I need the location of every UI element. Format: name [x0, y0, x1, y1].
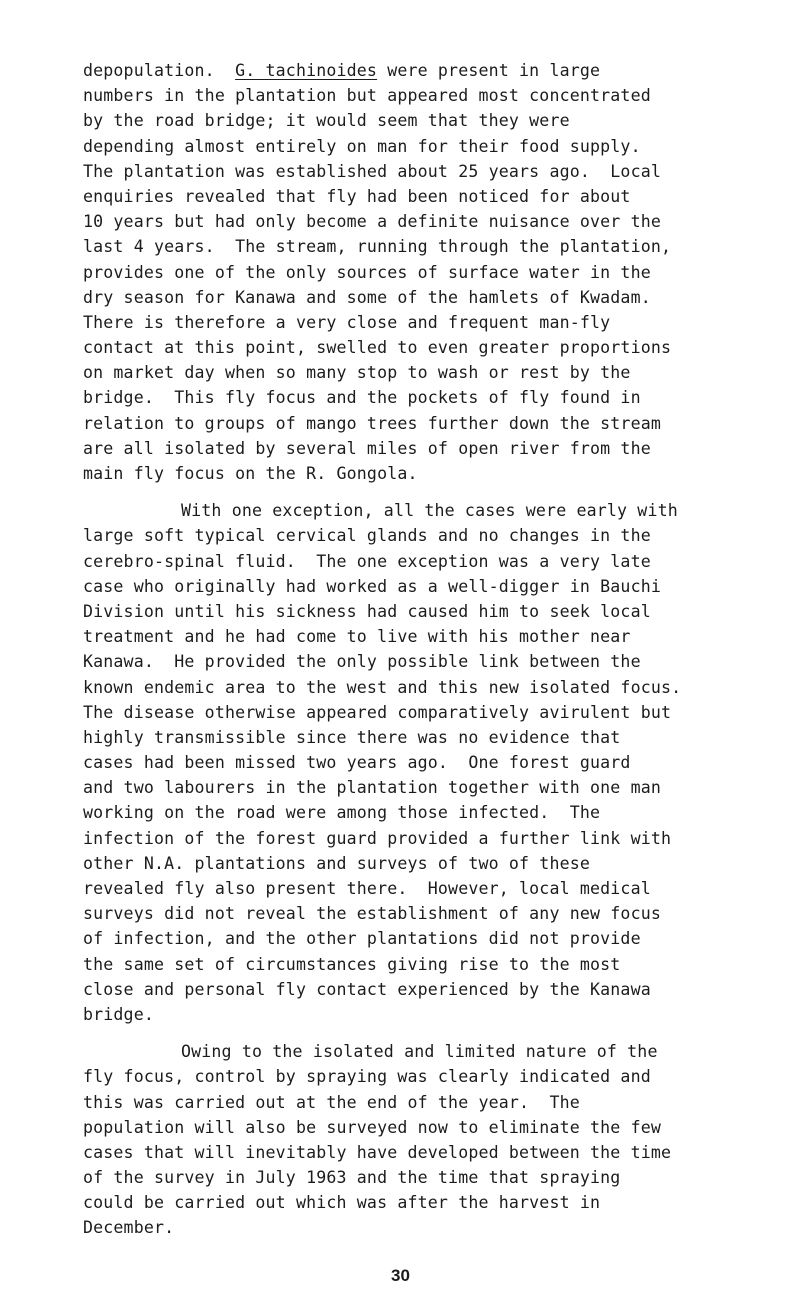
text-line: population will also be surveyed now to eliminate the few: [83, 1117, 661, 1137]
text-line: main fly focus on the R. Gongola.: [83, 464, 418, 483]
text-line: bridge.: [83, 1004, 154, 1024]
text-span: depopulation.: [83, 61, 236, 80]
text-line: are all isolated by several miles of open river from the: [83, 438, 651, 458]
text-line: The plantation was established about 25 years ago. Local: [83, 161, 661, 181]
text-line: by the road bridge; it would seem that they were: [83, 111, 570, 131]
text-line: depending almost entirely on man for their food supply.: [83, 136, 641, 156]
text-line: There is therefore a very close and frequent man-fly: [83, 312, 611, 332]
text-line: enquiries revealed that fly had been noticed for about: [83, 186, 631, 206]
paragraph-fly-focus: [83, 58, 733, 486]
text-line: dry season for Kanawa and some of the hamlets of Kwadam.: [83, 287, 651, 307]
text-line: cases had been missed two years ago. One forest guard: [83, 753, 631, 773]
text-line: last 4 years. The stream, running through the plantation,: [83, 237, 672, 257]
text-line: provides one of the only sources of surface water in the: [83, 262, 651, 282]
text-line: revealed fly also present there. However, local medical: [83, 879, 651, 898]
text-line: bridge. This fly focus and the pockets of fly found in: [83, 388, 641, 408]
species-name: G. tachinoides: [235, 61, 378, 80]
text-line: 10 years but had only become a definite nuisance over the: [83, 212, 661, 232]
text-line: surveys did not reveal the establishment of any new focus: [83, 904, 661, 924]
text-line: infection of the forest guard provided a further link with: [83, 828, 672, 848]
paragraph-gap: [83, 486, 733, 498]
text-line: close and personal fly contact experienced by the Kanawa: [83, 979, 651, 999]
text-line: [83, 58, 733, 83]
text-line: numbers in the plantation but appeared most concentrated: [83, 86, 651, 106]
text-line: Kanawa. He provided the only possible link between the: [83, 652, 641, 672]
body-text: [83, 58, 733, 1241]
text-line: fly focus, control by spraying was clearly indicated and: [83, 1067, 651, 1087]
text-line: large soft typical cervical glands and no changes in the: [83, 526, 651, 546]
text-line: Division until his sickness had caused him to seek local: [83, 601, 651, 621]
text-line: December.: [83, 1218, 175, 1238]
text-line: The disease otherwise appeared comparatively avirulent but: [83, 702, 672, 722]
text-line: With one exception, all the cases were early with: [181, 501, 678, 521]
text-line: of infection, and the other plantations did not provide: [83, 929, 641, 949]
text-line: contact at this point, swelled to even greater proportions: [83, 338, 672, 358]
paragraph-gap: [83, 1027, 733, 1039]
text-line: known endemic area to the west and this new isolated focus.: [83, 677, 682, 697]
paragraph-cases: [83, 498, 733, 1027]
text-line: cerebro-spinal fluid. The one exception was a very late: [83, 551, 651, 571]
text-line: the same set of circumstances giving rise to the most: [83, 954, 621, 974]
text-line: treatment and he had come to live with his mother near: [83, 627, 631, 647]
text-line: relation to groups of mango trees further down the stream: [83, 413, 661, 433]
text-line: and two labourers in the plantation together with one man: [83, 778, 661, 798]
text-line: could be carried out which was after the harvest in: [83, 1193, 601, 1213]
text-line: Owing to the isolated and limited nature of the: [181, 1042, 658, 1062]
paragraph-control: [83, 1039, 733, 1241]
text-line: case who originally had worked as a well-digger in Bauchi: [83, 576, 661, 596]
text-span: were present in large: [377, 61, 601, 80]
text-line: this was carried out at the end of the year. The: [83, 1092, 580, 1112]
text-line: highly transmissible since there was no evidence that: [83, 727, 621, 747]
text-line: working on the road were among those infected. The: [83, 803, 601, 823]
page-number: 30: [391, 1266, 410, 1285]
text-line: cases that will inevitably have developed between the time: [83, 1142, 672, 1162]
text-line: other N.A. plantations and surveys of two of these: [83, 853, 591, 873]
text-line: of the survey in July 1963 and the time that spraying: [83, 1168, 621, 1188]
text-line: on market day when so many stop to wash or rest by the: [83, 363, 631, 383]
